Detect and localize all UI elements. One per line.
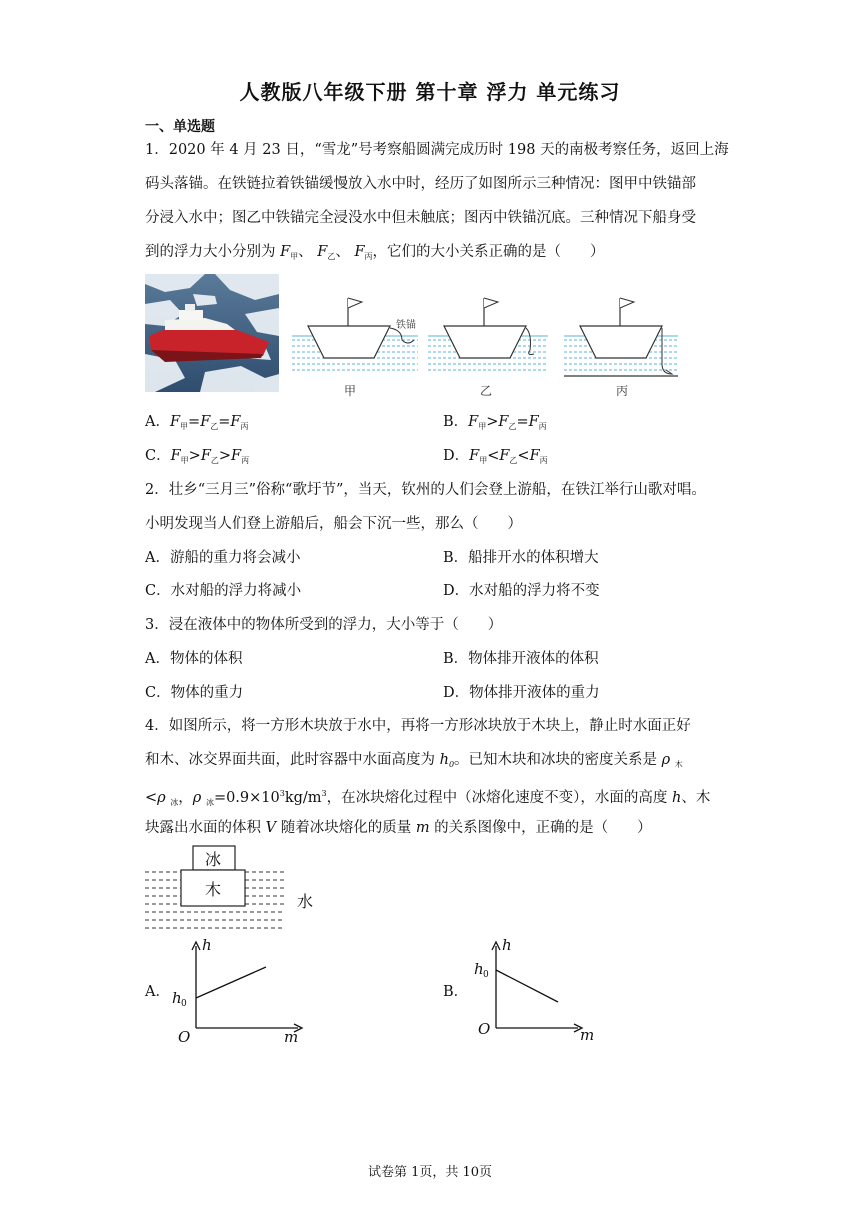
wood-label: 木 <box>205 880 222 899</box>
q1-option-a[interactable]: A．$F_甲=F_乙=F_丙$ <box>145 414 249 431</box>
page-footer: 试卷第 1页，共 10页 <box>367 1165 493 1180</box>
q3-option-a[interactable]: A．物体的体积 <box>145 651 243 667</box>
svg-text:h: h <box>172 989 182 1007</box>
q2-option-a[interactable]: A．游船的重力将会减小 <box>145 550 301 566</box>
graph-b-line <box>496 970 558 1002</box>
q4-graph-b[interactable] <box>470 936 620 1046</box>
q3-option-d[interactable]: D．物体排开液体的重力 <box>443 685 600 701</box>
svg-text:m: m <box>580 1026 595 1044</box>
icebreaker-photo <box>145 274 279 392</box>
q2-line-2: 小明发现当人们登上游船后，船会下沉一些，那么（ ） <box>145 516 522 532</box>
fig-label-yi: 乙 <box>480 384 493 398</box>
q1-option-b[interactable]: B．$F_甲>F_乙=F_丙$ <box>443 414 547 431</box>
water-label: 水 <box>297 892 314 911</box>
svg-text:h: h <box>474 960 484 978</box>
q1-line-2: 码头落锚。在铁链拉着铁锚缓慢放入水中时，经历了如图所示三种情况：图甲中铁锚部 <box>145 176 696 192</box>
boat-bing <box>564 298 678 398</box>
q4-option-a-label[interactable]: A． <box>145 984 170 1000</box>
q4-line-3: <ρ $_冰$，ρ $_冰=0.9\times 10^3kg/m^3$，在冰块熔化过程中（冰熔化速度不变），水面的高度 h、木 <box>145 789 711 807</box>
svg-text:h: h <box>202 936 212 954</box>
q3-option-c[interactable]: C．物体的重力 <box>145 685 244 701</box>
q1-line-1: 1．2020 年 4 月 23 日，“雪龙”号考察船圆满完成历时 198 天的南极考察任务，返回上海 <box>145 142 729 158</box>
graph-a-line <box>196 967 266 998</box>
svg-text:h: h <box>502 936 512 954</box>
boat-yi <box>428 298 548 398</box>
q4-option-b-label[interactable]: B． <box>443 984 469 1000</box>
q4-line-4: 块露出水面的体积 V 随着冰块熔化的质量 m 的关系图像中，正确的是（ ） <box>145 820 652 836</box>
boat-anchor-diagrams <box>290 294 685 400</box>
q2-option-c[interactable]: C．水对船的浮力将减小 <box>145 583 302 599</box>
ice-label: 冰 <box>205 850 222 869</box>
svg-text:O: O <box>178 1028 191 1046</box>
fig-label-jia: 甲 <box>344 384 357 398</box>
q4-graph-a[interactable] <box>168 936 318 1046</box>
anchor-label: 铁锚 <box>396 320 416 331</box>
svg-text:0: 0 <box>181 999 187 1009</box>
ice-wood-diagram <box>145 844 325 930</box>
q4-line-1: 4．如图所示，将一方形木块放于水中，再将一方形冰块放于木块上，静止时水面正好 <box>145 718 691 734</box>
q2-option-d[interactable]: D．水对船的浮力将不变 <box>443 583 600 599</box>
boat-jia <box>292 298 418 398</box>
q3-option-b[interactable]: B．物体排开液体的体积 <box>443 651 599 667</box>
svg-text:0: 0 <box>483 970 489 980</box>
q1-line-3: 分浸入水中；图乙中铁锚完全浸没水中但未触底；图丙中铁锚沉底。三种情况下船身受 <box>145 210 696 226</box>
q1-option-d[interactable]: D．$F_甲<F_乙<F_丙$ <box>443 448 548 465</box>
q1-option-c[interactable]: C．$F_甲>F_乙>F_丙$ <box>145 448 250 465</box>
q4-line-2: 和木、冰交界面共面，此时容器中水面高度为 $h_0$。已知木块和冰块的密度关系是 ρ $_木$ <box>145 752 683 769</box>
q1-line-4: 到的浮力大小分别为 $F_甲$、 $F_乙$、 $F_丙$，它们的大小关系正确的是（ ） <box>145 244 605 261</box>
svg-text:m: m <box>284 1028 299 1046</box>
q3-line-1: 3．浸在液体中的物体所受到的浮力，大小等于（ ） <box>145 617 503 633</box>
svg-text:O: O <box>478 1020 491 1038</box>
q2-option-b[interactable]: B．船排开水的体积增大 <box>443 550 599 566</box>
page-title: 人教版八年级下册 第十章 浮力 单元练习 <box>239 80 621 104</box>
fig-label-bing: 丙 <box>616 384 629 398</box>
section-heading: 一、单选题 <box>145 119 215 135</box>
q2-line-1: 2．壮乡“三月三”俗称“歌圩节”，当天，钦州的人们会登上游船，在铁江举行山歌对唱。 <box>145 482 706 498</box>
